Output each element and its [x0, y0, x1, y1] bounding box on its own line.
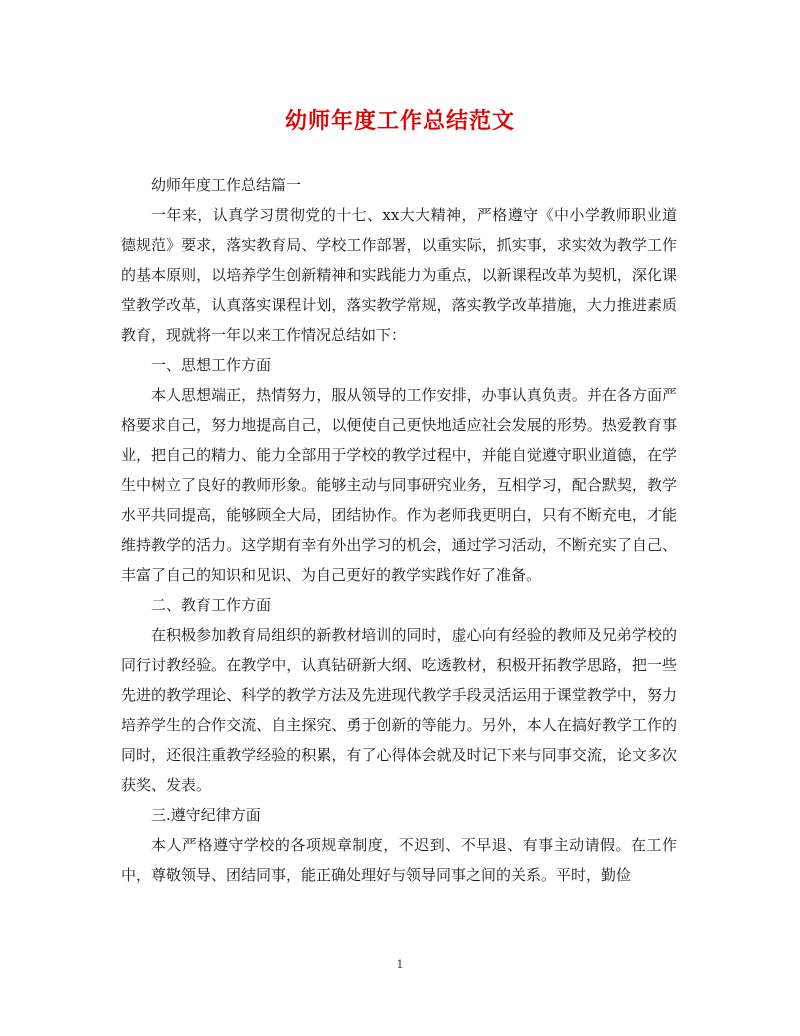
paragraph: 本人思想端正，热情努力，服从领导的工作安排，办事认真负责。并在各方面严格要求自己，努力地提高自己，以便使自己更快地适应社会发展的形势。热爱教育事业，把自己的精力、能力全部用于学校的教学过程中，并能自觉遵守职业道德，在学生中树立了良好的教师形象。能够主动与同事研究业务，互相学习，配合默契，教学水平共同提高，能够顾全大局，团结协作。作为老师我更明白，只有不断充电，才能维持教学的活力。这学期有幸有外出学习的机会，通过学习活动，不断充实了自己、丰富了自己的知识和见识、为自己更好的教学实践作好了准备。 — [121, 386, 677, 584]
paragraph: 在积极参加教育局组织的新教材培训的同时，虚心向有经验的教师及兄弟学校的同行讨教经验。在教学中，认真钻研新大纲、吃透教材，积极开拓教学思路，把一些先进的教学理论、科学的教学方法及先进现代教学手段灵活运用于课堂教学中，努力培养学生的合作交流、自主探究、勇于创新的等能力。另外，本人在搞好教学工作的同时，还很注重教学经验的积累，有了心得体会就及时记下来与同事交流，论文多次获奖、发表。 — [121, 626, 677, 794]
document-body — [121, 170, 677, 890]
paragraph: 一年来，认真学习贯彻党的十七、xx大大精神，严格遵守《中小学教师职业道德规范》要求，落实教育局、学校工作部署，以重实际，抓实事，求实效为教学工作的基本原则，以培养学生创新精神和实践能力为重点，以新课程改革为契机，深化课堂教学改革，认真落实课程计划，落实教学常规，落实教学改革措施，大力推进素质教育，现就将一年以来工作情况总结如下： — [121, 206, 677, 344]
page-title: 幼师年度工作总结范文 — [284, 108, 515, 134]
paragraph: 本人严格遵守学校的各项规章制度，不迟到、不早退、有事主动请假。在工作中，尊敬领导、团结同事，能正确处理好与领导同事之间的关系。平时，勤俭 — [121, 836, 677, 884]
section-heading: 二、教育工作方面 — [151, 596, 272, 614]
section-heading: 三.遵守纪律方面 — [151, 806, 261, 824]
section-heading: 幼师年度工作总结篇一 — [151, 176, 302, 194]
section-heading: 一、思想工作方面 — [151, 356, 272, 374]
page-number: 1 — [396, 958, 404, 971]
